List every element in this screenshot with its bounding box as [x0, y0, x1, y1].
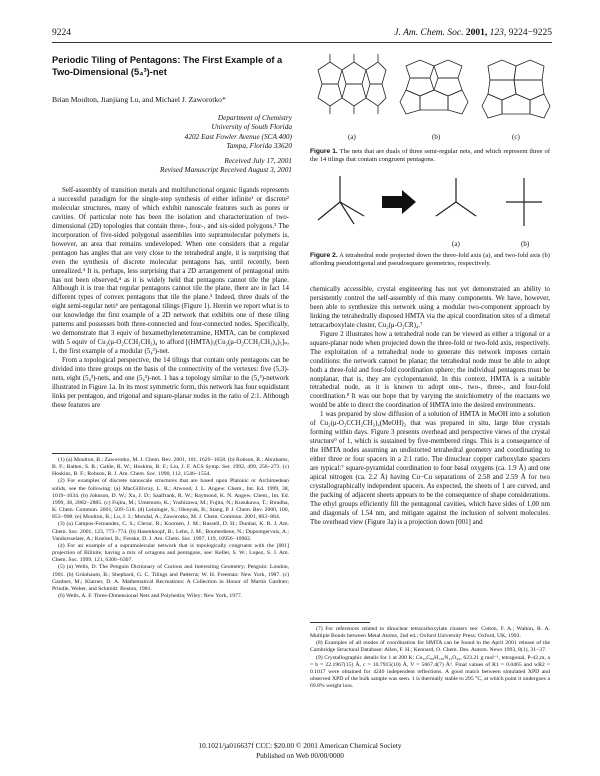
page-number: 9224: [52, 28, 71, 38]
author-list: Brian Moulton, Jianjiang Lu, and Michael J. Zaworotko*: [52, 95, 226, 104]
footnote: (9) Crystallographic details for 1 at 200 K: Cu₁₀C₆₈H₁₃₀N₁₂O₂₀, 623.21 g mol⁻¹, tetragonal, P-42₁m, a = b = 22.1967(15) Å, c = 10.7915(10) Å, V = 5667.4(7) Å³. Final values of R1 = 0.0465 and wR2 = 0.1017 were obtained for 4240 independent reflections. A good match between simulated XPD and observed XPD of the bulk sample was seen. 1 is thermally stable to 295 °C, at which point it undergoes a 69.8% weight loss.: [310, 654, 550, 690]
doi-line: 10.1021/ja016637f CCC: $20.00 © 2001 American Chemical Society: [198, 741, 402, 750]
tiling-a: [318, 54, 386, 114]
figure2-caption-text: A tetrahedral node projected down the three-fold axis (a), and two-fold axis (b) affording pseudotrigonal and pseudosquare geometries, respectively.: [310, 252, 550, 268]
footnote: (1) (a) Moulton, B.; Zaworotko, M. J. Chem. Rev. 2001, 101, 1629−1658. (b) Robson, R.; Abrahams, B. F.; Batten, S. R.; Gable, R. W.; Hoskins, B. F.; Liu, J. F. ACS Symp. Ser. 1992, 499, 256−273. (c) Hoskins, B. F.; Robson, R. J. Am. Chem. Soc. 1990, 112, 1546−1554.: [52, 457, 289, 478]
projection-arrow: [382, 190, 416, 214]
figure1-caption-label: Figure 1.: [310, 148, 338, 155]
tiling-c: [482, 60, 550, 118]
left-column-body: [52, 186, 289, 410]
affiliation-line: University of South Florida: [211, 122, 292, 132]
figure2-tetrahedral-node: [310, 172, 552, 232]
journal-volume: 123,: [489, 28, 507, 38]
body-paragraph: 1 was prepared by slow diffusion of a solution of HMTA in MeOH into a solution of Cu₂(μ-O₂CCH₂CH₃)₄(MeOH)₂ that was prepared in situ, large blue crystals forming within days. Figure 3 presents overhead and perspective views of the crystal structure⁹ of 1, which is sustained by five-membered rings. This is a consequence of the HMTA nodes assuming an undistorted tetrahedral geometry and coordinating to either three or four spacers in a 2:1 ratio. The dinuclear copper carboxylate spacers are typical:⁷ square-pyramidal coordination to four basal oxygens (ca. 1.9 Å) and one apical nitrogen (ca. 2.2 Å) having Cu−Cu separations of 2.58 and 2.59 Å for two crystallographically independent spacers. As expected, the sheets of 1 are curved, and the packing of adjacent sheets appears to be the consequence of shape considerations. The ethyl groups efficiently fill the pentagonal cavities, which have sides of 1.00 nm and diagonals of 1.54 nm, and mitigate against the inclusion of solvent molecules. The overhead view (Figure 3a) is a projection down [001] and: [310, 410, 550, 526]
figure1-tilings: [310, 52, 552, 132]
journal-pages: 9224−9225: [508, 28, 552, 38]
figure1-label-a: (a): [348, 133, 356, 141]
figure2-caption-label: Figure 2.: [310, 252, 338, 259]
journal-year: 2001,: [465, 28, 488, 38]
affiliation-line: Department of Chemistry: [217, 113, 292, 122]
received-dates: [160, 156, 292, 175]
revised-date: Revised Manuscript Received August 3, 2001: [160, 165, 292, 175]
footnote: (4) For an example of a supramolecular network that is topologically congruent with the [001] projection of Bilinite, having a mix of octagons and pentagons, see: Keller, S. W.; Lopez, S. J. Am. Chem. Soc. 1999, 121, 6306−6307.: [52, 542, 289, 564]
footnote: (5) (a) Wells, D. The Penguin Dictionary of Curious and Interesting Geometry; Penguin: London, 1991. (b) Grünbaum, B.; Shephard, G. C. Tilings and Patterns; W. H. Freeman: New York, 1987. (c) Gardner, M.; Klarner, D. A. Mathematical Recreations: A Collection in Honor of Martin Gardner; Prindle, Weber, and Schmidt: Boston, 1981.: [52, 564, 289, 592]
figure1-caption: [310, 148, 550, 165]
square-projection: [506, 178, 542, 226]
received-date: Received July 17, 2001: [224, 156, 292, 165]
running-header: [394, 28, 552, 38]
figure2-label-b: (b): [521, 240, 530, 248]
tiling-b: [400, 60, 468, 114]
body-paragraph: From a topological perspective, the 14 tilings that contain only pentagons can be divided into three groups on the basis of the connectivity of the vertexes: five (5,3)-nets, eight (5₄³)-nets, and one (5₄³)-net. 1 has a topology similar to the (5₄³)-network illustrated in Figure 1a. In its most symmetric form, this network has four equidistant links per pentagon, and trigonal and square-planar nodes in the ratio of 2:1. Although these features are: [52, 356, 289, 409]
footnote: (8) Examples of all modes of coordination for HMTA can be found in the April 2001 release of the Cambridge Structural Database: Allen, F. H.; Kennard, O. Chem. Des. Autom. News 1993, 8(1), 31−37.: [310, 640, 550, 654]
article-title: Periodic Tiling of Pentagons: The First Example of a Two-Dimensional (5₄³)-net: [52, 55, 283, 77]
footnote-rule: [52, 453, 112, 454]
body-paragraph: Figure 2 illustrates how a tetrahedral node can be viewed as either a trigonal or a square-planar node when projected down the three-fold or two-fold axis, respectively. The exploitation of a tetrahedral node to generate this network imposes certain conditions: the network cannot be planar; the tetrahedral node must be able to adopt both a three-fold and four-fold coordination sphere; the individual pentagons must be nonplanar, that is, they are cyclopentanoid. In this context, HMTA is a suitable tetrahedral node, as it is known to adopt one-, two-, three-, and four-fold coordination.⁸ It was our hope that by varying the stoichiometry of the reactants we would be able to direct the coordination of HMTA into the desired environments.: [310, 329, 550, 410]
left-footnotes: [52, 457, 289, 600]
affiliation: [185, 113, 292, 151]
footnote-rule: [310, 622, 370, 623]
affiliation-line: Tampa, Florida 33620: [226, 141, 292, 151]
published-line: Published on Web 00/00/0000: [256, 751, 344, 760]
right-column-body: [310, 285, 550, 527]
affiliation-line: 4202 East Fowler Avenue (SCA 400): [184, 131, 292, 141]
footnote: (2) For examples of discrete nanoscale structures that are based upon Platonic or Archimedean solids, see the following: (a) MacGillivray, L. R.; Atwood, J. L. Angew. Chem., Int. Ed. 1999, 38, 1019−1034. (b) Johnson, D. W.; Xu, J. D.; Saalfrank, R. W.; Raymond, K. N. Angew. Chem., Int. Ed. 1999, 38, 2882−2885. (c) Fujita, M.; Umemoto, K.; Yoshizawa, M.; Fujita, N.; Kusukawa, T.; Biradha, K. Chem. Commun. 2001, 509−518. (d) Leininger, S.; Olenyuk, B.; Stang, P. J. Chem. Rev. 2000, 100, 853−908. (e) Moulton, B.; Lu, J. J.; Mondal, A.; Zaworotko, M. J. Chem. Commun. 2001, 863−864.: [52, 478, 289, 521]
header-rule: [52, 42, 552, 43]
footnote: (6) Wells, A. F. Three-Dimensional Nets and Polyhedra; Wiley: New York, 1977.: [58, 592, 243, 599]
figure2-caption: [310, 252, 550, 269]
right-footnotes: [310, 626, 550, 690]
trigonal-projection: [436, 178, 476, 216]
journal-name: J. Am. Chem. Soc.: [394, 28, 464, 38]
figure2-label-a: (a): [452, 240, 460, 248]
body-paragraph: chemically accessible, crystal engineering has not yet demonstrated an ability to persistently control the self-assembly of this many components. We have, however, been able to synthesize this network using a modular two-component approach by linking the tetrahedrally disposed HMTA via the apical coordination sites of a dimetal tetracarboxylate cluster, Cu₂(μ-O₂CR)₄.⁷: [310, 285, 550, 329]
figure1-label-b: (b): [432, 133, 441, 141]
footnote: (3) (a) Campos-Fernandez, C. S.; Clerac, R.; Koomen, J. M.; Russell, D. H.; Dunbar, K. R. J. Am. Chem. Soc. 2001, 123, 773−774. (b) Hasenknopf, B.; Lehn, J. M.; Boumediene, N.; Dupontgervais, A.; Vandorsselaer, A.; Kneisel, B.; Fenske, D. J. Am. Chem. Soc. 1997, 119, 10956−10962.: [52, 521, 289, 542]
tetrahedron-3d: [318, 176, 364, 224]
footnote: (7) For references related to dinuclear tetracarboxylate clusters see: Cotton, F. A.; Walton, R. A. Multiple Bonds between Metal Atoms, 2nd ed.; Oxford University Press: Oxford, UK, 1993.: [310, 626, 550, 640]
body-paragraph: Self-assembly of transition metals and multifunctional organic ligands represents a successful paradigm for the single-step synthesis of either infinite¹ or discrete² molecular structures, many of which exhibit nanoscale features such as pores or cavities. Of particular note has been the isolation and characterization of two-dimensional (2D) topologies that contain three-, four-, and six-sided polygons.³ The incorporation of five-sided polygonal assemblies into supramolecular polymers is, however, an area that remains undeveloped. When one considers that a regular pentagon has angles that are very close to the tetrahedral angle, it is surprising that even the synthesis of discrete molecular pentagons has, until recently, been unrealized.⁴ It is, perhaps, less surprising that a 2D arrangement of pentagonal units has not been observed,⁴ as it is widely held that pentagons cannot tile the plane. Although it is true that regular pentagons cannot tile the plane, there are in fact 14 different types of convex pentagons that tile the plane.⁵ Indeed, three duals of the eight semi-regular nets⁶ are pentagonal tilings (Figure 1). Herein we report what is to our knowledge the first example of a 2D network that exhibits one of these tiling patterns and possesses both three-connected and four-connected nodes. Specifically, we demonstrate that 3 equiv of hexamethylenetetramine, HMTA, can be complexed with 5 equiv of Cu₂(μ-O₂CCH₂CH₃)₄ to afford [(HMTA)₃(Cu₂(μ-O₂CCH₂CH₃)₄)₅]ₙ, 1, the first example of a modular (5₄³)-net.: [52, 186, 289, 356]
figure1-caption-text: The nets that are duals of three semi-regular nets, and which represent three of the 14 tilings that contain congruent pentagons.: [310, 148, 551, 164]
figure1-label-c: (c): [512, 133, 520, 141]
